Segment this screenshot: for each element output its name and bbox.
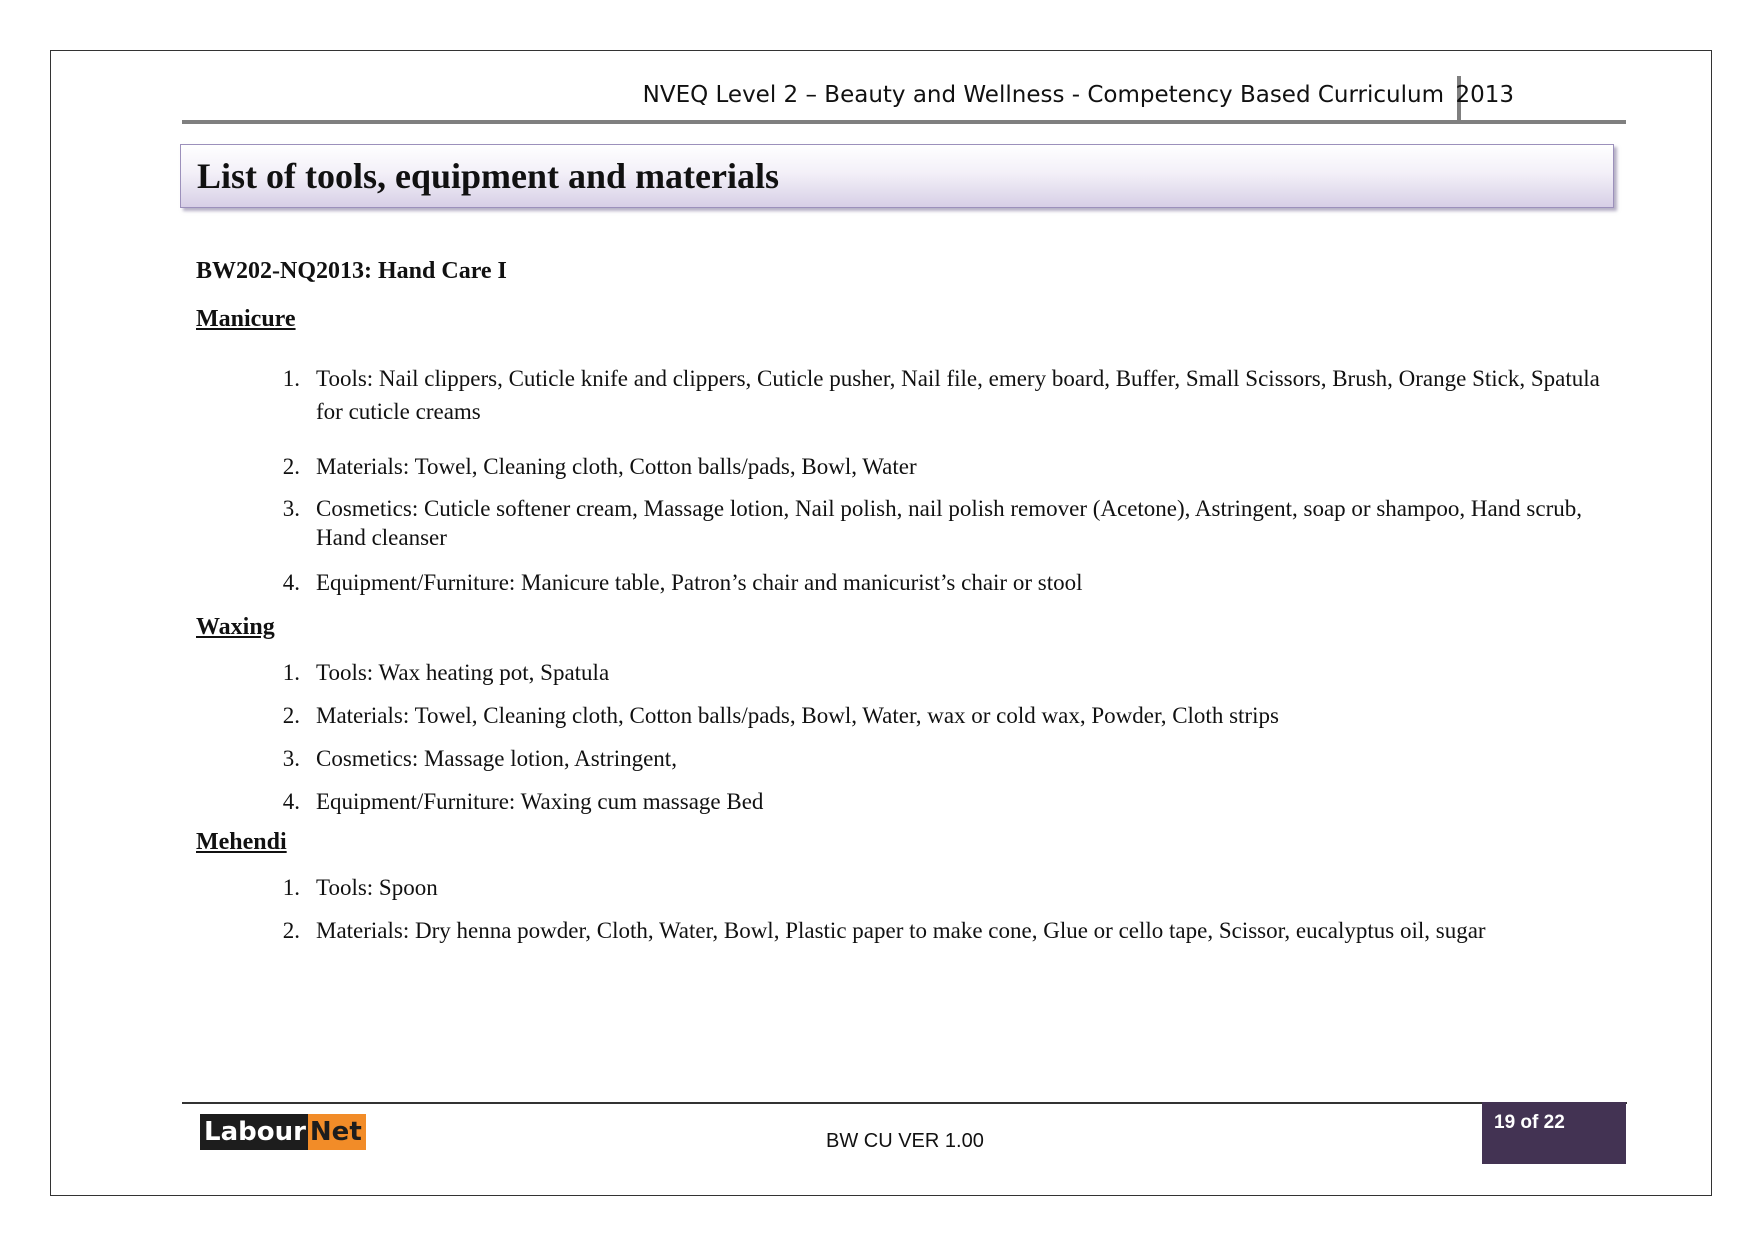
page-frame [50, 50, 1712, 1196]
header-year: 2013 [1455, 82, 1514, 108]
list-item-number: 4. [282, 789, 300, 814]
page-title: List of tools, equipment and materials [197, 156, 780, 196]
list-item-number: 2. [282, 703, 300, 728]
section-heading-manicure: Manicure [196, 306, 296, 332]
footer-version: BW CU VER 1.00 [826, 1130, 984, 1152]
section-heading-mehendi: Mehendi [196, 829, 287, 855]
list-item-number: 2. [282, 918, 300, 943]
list-item-text: Cosmetics: Massage lotion, Astringent, [316, 746, 677, 771]
list-item-text: Equipment/Furniture: Waxing cum massage Bed [316, 789, 764, 814]
list-item-text: Materials: Towel, Cleaning cloth, Cotton balls/pads, Bowl, Water [316, 454, 917, 479]
list-item-text: Tools: Nail clippers, Cuticle knife and clippers, Cuticle pusher, Nail file, emery board, Buffer, Small Scissors, Brush, Orange Stick, Spatula for cuticle creams [316, 366, 1600, 424]
list-item-text: Equipment/Furniture: Manicure table, Patron’s chair and manicurist’s chair or stool [316, 570, 1083, 595]
header-title: NVEQ Level 2 – Beauty and Wellness - Competency Based Curriculum [642, 82, 1444, 108]
page-header [182, 74, 1626, 124]
list-item-text: Materials: Dry henna powder, Cloth, Water, Bowl, Plastic paper to make cone, Glue or cello tape, Scissor, eucalyptus oil, sugar [316, 918, 1486, 943]
list-item-text: Tools: Wax heating pot, Spatula [316, 660, 610, 685]
page-title-box [180, 144, 1614, 208]
logo-text-labour: Labour [200, 1114, 308, 1150]
labournet-logo [200, 1114, 366, 1150]
logo-text-net: Net [308, 1114, 366, 1150]
list-item-text: Tools: Spoon [316, 875, 438, 900]
page-number-badge [1482, 1102, 1626, 1164]
list-item-text: Cosmetics: Cuticle softener cream, Massage lotion, Nail polish, nail polish remover (Acetone), Astringent, soap or shampoo, Hand scrub, Hand cleanser [316, 496, 1582, 550]
list-item-number: 2. [282, 454, 300, 479]
list-item-number: 1. [282, 875, 300, 900]
list-item-number: 4. [282, 570, 300, 595]
list-item-number: 1. [282, 660, 300, 685]
unit-heading: BW202-NQ2013: Hand Care I [196, 258, 507, 284]
page-number: 19 of 22 [1494, 1112, 1565, 1133]
list-item-number: 1. [282, 366, 300, 391]
list-item-number: 3. [282, 496, 300, 521]
section-heading-waxing: Waxing [196, 614, 275, 640]
footer-divider [182, 1102, 1627, 1104]
list-item-text: Materials: Towel, Cleaning cloth, Cotton balls/pads, Bowl, Water, wax or cold wax, Powder, Cloth strips [316, 703, 1279, 728]
list-item-number: 3. [282, 746, 300, 771]
